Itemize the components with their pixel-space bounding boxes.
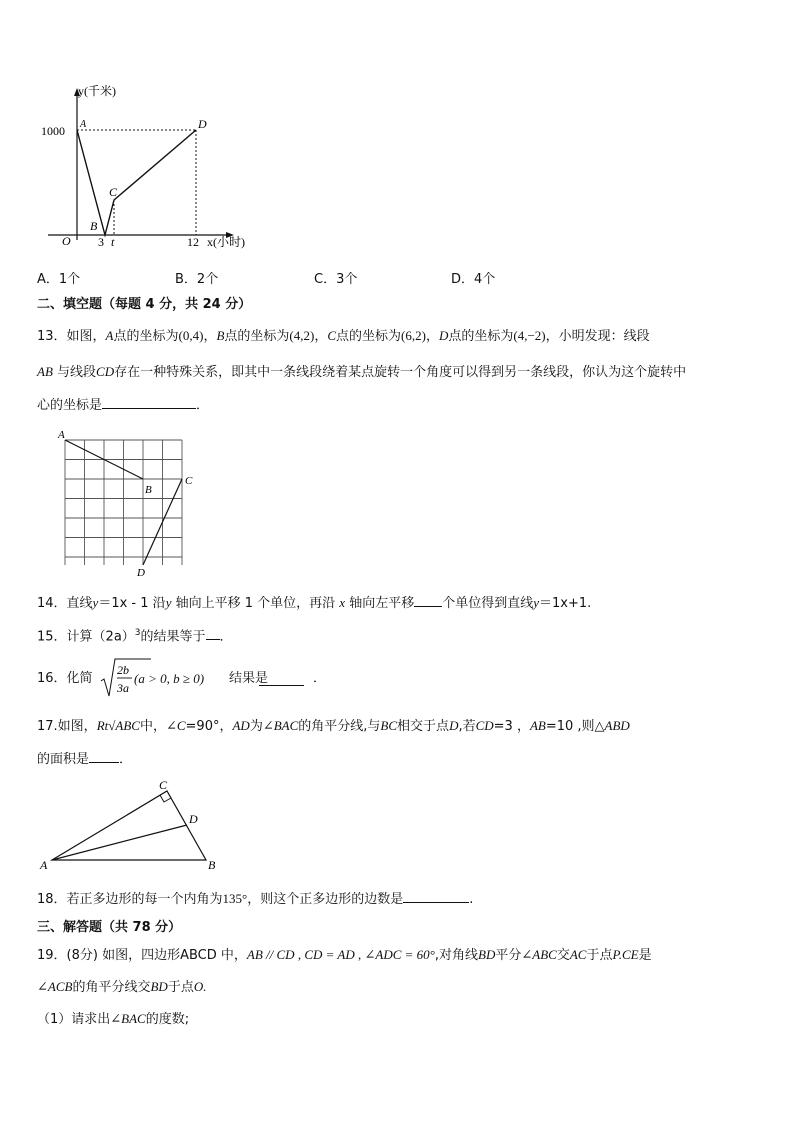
q13-answer-blank[interactable] <box>102 395 196 409</box>
x-tick-3: 3 <box>98 235 104 249</box>
grid-label-b: B <box>145 484 152 496</box>
point-label-b: B <box>90 219 98 233</box>
q12-option-d: D．4个 <box>451 272 496 287</box>
grid-label-c: C <box>185 475 193 487</box>
q12-option-c: C．3个 <box>314 272 358 287</box>
section-2-title: 二、填空题（每题 4 分，共 24 分） <box>37 297 252 312</box>
q13-line-3: 心的坐标是 ． <box>37 395 209 415</box>
q17-answer-blank[interactable] <box>89 749 119 763</box>
q19-line-2: ∠ACB的角平分线交BD于点O. <box>37 979 207 995</box>
x-tick-t: t <box>111 235 115 249</box>
q13-grid-figure <box>55 428 200 580</box>
tri-label-a: A <box>40 858 48 872</box>
q15: 15．计算$(2a)^3$的结果等于 ． <box>37 628 233 645</box>
q17-line-2: 的面积是 ． <box>37 749 132 769</box>
section-3-title: 三、解答题（共 78 分） <box>37 920 182 935</box>
segment-ad <box>52 825 187 860</box>
q13-line-1: 13．如图，A点的坐标为(0,4)，B点的坐标为(4,2)，C点的坐标为(6,2)，D点的坐标为(4,−2)，小明发现：线段 <box>37 328 650 344</box>
q15-answer-blank[interactable] <box>206 626 220 640</box>
q14-answer-blank[interactable] <box>414 593 442 607</box>
q13-line-2: AB 与线段CD存在一种特殊关系，即其中一条线段绕着某点旋转一个角度可以得到另一条线段，你认为这个旋转中 <box>37 364 687 380</box>
q18-answer-blank[interactable] <box>403 889 469 903</box>
q19-line-1: 19．(8分) 如图，四边形ABCD 中，AB // CD , CD = AD , ∠ADC = 60°,对角线BD平分∠ABC交AC于点P.CE是 <box>37 947 652 963</box>
q14: 14．直线y＝1x - 1 沿y 轴向上平移 1 个单位，再沿 x 轴向左平移 个单位得到直线y＝1x+1. <box>37 595 592 611</box>
q12-option-b: B．2个 <box>175 272 219 287</box>
tri-label-b: B <box>208 858 216 872</box>
q16-answer-blank[interactable] <box>259 672 304 686</box>
y-axis-label: y(千米) <box>78 84 116 98</box>
q18: 18．若正多边形的每一个内角为135°，则这个正多边形的边数是 . <box>37 891 474 907</box>
q12-option-a: A．1个 <box>37 272 81 287</box>
fraction-numerator: 2b <box>117 663 129 677</box>
fraction-denominator: 3a <box>117 681 129 695</box>
tri-label-c: C <box>159 778 168 792</box>
tri-label-d: D <box>189 812 198 826</box>
x-axis-label: x(小时) <box>207 235 245 249</box>
point-label-c: C <box>109 185 118 199</box>
point-label-a: A <box>80 119 87 130</box>
distance-time-graph <box>30 80 290 255</box>
y-tick-1000: 1000 <box>41 124 65 138</box>
q17-line-1: 17.如图，Rt√ABC中，∠C=90°，AD为∠BAC的角平分线,与BC相交于点D,若CD=3 ，AB=10 ,则△ABD <box>37 718 630 734</box>
grid-label-a: A <box>58 429 65 441</box>
q17-triangle-figure <box>35 777 235 873</box>
point-label-d: D <box>198 117 207 131</box>
origin-label: O <box>62 234 71 248</box>
x-tick-12: 12 <box>187 235 199 249</box>
grid-label-d: D <box>137 567 145 579</box>
q19-sub-1: （1）请求出∠BAC的度数; <box>37 1011 190 1027</box>
